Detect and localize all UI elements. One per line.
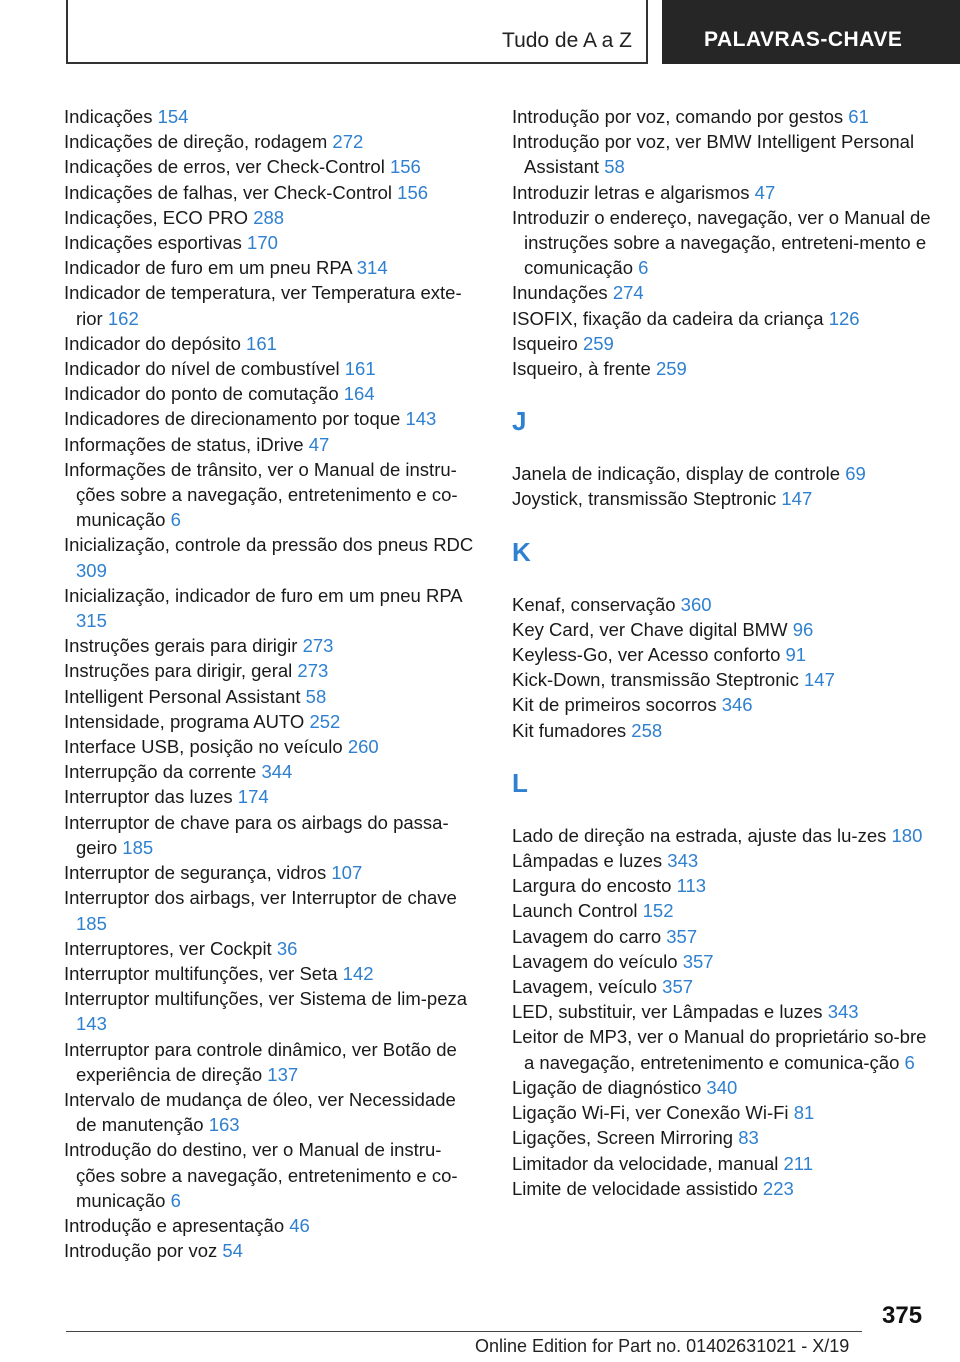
index-entry-page-link[interactable]: 346 [721, 694, 753, 716]
index-entry-page-link[interactable]: 61 [848, 106, 869, 127]
index-entry-page-link[interactable]: 343 [667, 850, 699, 872]
index-entry [64, 457, 476, 533]
index-entry-text: Indicações, ECO PRO [64, 206, 249, 228]
index-entry [64, 885, 476, 935]
index-entry [512, 974, 932, 999]
index-entry-text: Intensidade, programa AUTO [64, 710, 305, 732]
index-entry-page-link[interactable]: 161 [246, 332, 277, 354]
index-entry-page-link[interactable]: 162 [107, 307, 139, 329]
index-entry [512, 486, 932, 511]
index-entry-text: Limite de velocidade assistido [512, 1177, 758, 1199]
index-entry-text: Informações de trânsito, ver o Manual de instru-ções sobre a navegação, entretenimento e co-municação [64, 458, 458, 531]
index-entry-text: LED, substituir, ver Lâmpadas e luzes [512, 1001, 823, 1023]
index-entry-text: Kick-Down, transmissão Steptronic [512, 669, 799, 691]
index-entry [64, 129, 476, 154]
index-entry [64, 936, 476, 961]
index-entry [512, 1125, 932, 1150]
index-entry [64, 633, 476, 658]
index-entry-text: Indicador de furo em um pneu RPA [64, 257, 352, 279]
footer-rule [66, 1331, 862, 1332]
index-entry-text: Indicações de direção, rodagem [64, 131, 328, 153]
index-entry-text: Indicações de falhas, ver Check-Control [64, 181, 393, 203]
index-letter-l: L [512, 767, 528, 798]
index-entry-page-link[interactable]: 147 [804, 669, 835, 691]
index-group-k [512, 592, 932, 743]
index-entry [64, 810, 476, 860]
index-entry [512, 924, 932, 949]
index-entry-page-link[interactable]: 83 [738, 1127, 759, 1149]
index-entry-page-link[interactable]: 357 [666, 925, 698, 947]
index-entry-text: Leitor de MP3, ver o Manual do proprietário so-bre a navegação, entretenimento e comunica-ção [512, 1026, 927, 1073]
header-section-box [66, 0, 648, 64]
index-entry [64, 154, 476, 179]
index-entry-page-link[interactable]: 260 [347, 736, 379, 758]
index-entry-page-link[interactable]: 69 [845, 463, 866, 485]
index-entry-page-link[interactable]: 156 [397, 181, 429, 203]
index-entry-page-link[interactable]: 107 [331, 862, 363, 884]
index-entry [512, 129, 932, 179]
index-entry [64, 180, 476, 205]
index-entry-text: Lavagem do veículo [512, 950, 678, 972]
index-entry-page-link[interactable]: 46 [289, 1214, 310, 1236]
index-entry [512, 104, 932, 129]
index-entry-page-link[interactable]: 357 [682, 950, 714, 972]
index-column-right [512, 104, 932, 1201]
index-entry-page-link[interactable]: 161 [344, 358, 376, 380]
index-entry-text: Janela de indicação, display de controle [512, 463, 841, 485]
index-entry-page-link[interactable]: 142 [342, 962, 374, 984]
index-entry [512, 999, 932, 1024]
index-entry-text: Keyless-Go, ver Acesso conforto [512, 644, 781, 666]
index-entry-text: Kit fumadores [512, 719, 627, 741]
index-entry-page-link[interactable]: 6 [638, 257, 649, 279]
index-entry-text: Introdução por voz, comando por gestos [512, 106, 844, 127]
header-chapter-tab [662, 0, 960, 64]
index-entry-page-link[interactable]: 6 [170, 1189, 181, 1211]
index-entry-text: Introduzir o endereço, navegação, ver o Manual de instruções sobre a navegação, entreteni-mento e comunicação [512, 206, 931, 279]
index-entry-text: Ligações, Screen Mirroring [512, 1127, 734, 1149]
index-entry-text: Instruções para dirigir, geral [64, 660, 293, 682]
index-entry-text: Indicador do ponto de comutação [64, 383, 339, 405]
index-entry-page-link[interactable]: 156 [389, 156, 421, 178]
index-entry [64, 280, 476, 330]
index-entry-text: Isqueiro, à frente [512, 358, 651, 380]
index-entry-page-link[interactable]: 96 [792, 618, 814, 640]
index-entry-page-link[interactable]: 258 [631, 719, 663, 741]
index-entry [512, 718, 932, 743]
index-entry-text: ISOFIX, fixação da cadeira da criança [512, 307, 824, 329]
index-entry [64, 759, 476, 784]
index-entry-page-link[interactable]: 58 [604, 156, 625, 178]
page-number: 375 [882, 1302, 923, 1329]
index-entry [64, 734, 476, 759]
index-entry [64, 331, 476, 356]
index-entry-text: Introdução e apresentação [64, 1214, 285, 1236]
index-entry-page-link[interactable]: 185 [122, 836, 154, 858]
index-entry [64, 1137, 476, 1213]
index-entry [512, 205, 932, 281]
index-entry-text: Interruptor multifunções, ver Seta [64, 962, 338, 984]
index-entry [512, 692, 932, 717]
index-entry [512, 848, 932, 873]
index-entry-text: Intervalo de mudança de óleo, ver Necessidade de manutenção [64, 1088, 456, 1136]
index-entry [64, 104, 476, 129]
index-entry-page-link[interactable]: 174 [237, 786, 269, 808]
index-entry [64, 532, 476, 582]
index-entry [64, 961, 476, 986]
index-entry-text: Introdução por voz [64, 1240, 218, 1262]
index-entry-page-link[interactable]: 126 [828, 307, 860, 329]
index-entry-text: Indicações de erros, ver Check-Control [64, 156, 385, 178]
index-entry-page-link[interactable]: 211 [783, 1152, 813, 1174]
index-entry [64, 709, 476, 734]
index-entry [64, 1037, 476, 1087]
index-group-l [512, 823, 932, 1201]
index-entry-text: Interruptor de chave para os airbags do passa-geiro [64, 811, 449, 858]
index-entry-page-link[interactable]: 344 [261, 761, 293, 783]
index-entry-text: Indicador do nível de combustível [64, 358, 340, 380]
index-entry-page-link[interactable]: 259 [582, 332, 614, 354]
index-entry-text: Ligação de diagnóstico [512, 1076, 702, 1098]
index-entry [512, 1100, 932, 1125]
index-letter-j: J [512, 406, 527, 437]
index-entry-text: Key Card, ver Chave digital BMW [512, 618, 788, 640]
index-entry [512, 592, 932, 617]
index-entry-text: Kenaf, conservação [512, 593, 676, 615]
index-entry-page-link[interactable]: 273 [302, 635, 334, 657]
index-entry-text: Instruções gerais para dirigir [64, 635, 298, 657]
index-entry-page-link[interactable]: 357 [662, 976, 694, 998]
footer-edition-text: Online Edition for Part no. 01402631021 - X/19 [475, 1336, 850, 1356]
index-entry-text: Interruptor dos airbags, ver Interruptor de chave [64, 887, 457, 909]
index-group-i [512, 104, 932, 381]
index-entry [64, 406, 476, 431]
index-entry-text: Interruptor das luzes [64, 786, 233, 808]
index-entry [512, 898, 932, 923]
index-entry-text: Interruptores, ver Cockpit [64, 937, 272, 959]
index-group-j [512, 461, 932, 511]
index-entry [64, 1213, 476, 1238]
index-entry-page-link[interactable]: 309 [76, 559, 107, 581]
index-entry-text: Launch Control [512, 900, 638, 922]
index-entry [64, 356, 476, 381]
index-entry-page-link[interactable]: 259 [655, 358, 687, 380]
index-entry-page-link[interactable]: 47 [754, 181, 776, 203]
index-entry-page-link[interactable]: 180 [891, 824, 923, 846]
index-entry [512, 617, 932, 642]
index-entry-page-link[interactable]: 137 [267, 1063, 299, 1085]
index-entry-text: Indicador de temperatura, ver Temperatura exte-rior [64, 282, 462, 329]
index-entry-page-link[interactable]: 6 [904, 1051, 915, 1073]
index-entry-page-link[interactable]: 36 [276, 937, 298, 959]
index-letter-k: K [512, 536, 531, 567]
index-entry [64, 1087, 476, 1137]
index-entry-text: Interruptor multifunções, ver Sistema de lim-peza [64, 988, 468, 1010]
index-entry-page-link[interactable]: 274 [612, 282, 644, 304]
index-entry-text: Lado de direção na estrada, ajuste das lu-zes [512, 824, 887, 846]
index-entry [512, 1075, 932, 1100]
index-entry-page-link[interactable]: 315 [76, 610, 107, 632]
index-entry [512, 949, 932, 974]
index-entry [64, 205, 476, 230]
index-entry [512, 356, 932, 381]
index-entry-text: Lâmpadas e luzes [512, 850, 663, 872]
index-entry-page-link[interactable]: 6 [170, 509, 181, 531]
index-entry [64, 432, 476, 457]
index-entry-page-link[interactable]: 164 [343, 383, 375, 405]
index-entry-page-link[interactable]: 81 [793, 1102, 815, 1124]
index-entry-text: Indicadores de direcionamento por toque [64, 408, 401, 430]
chapter-title: PALAVRAS-CHAVE [704, 28, 903, 51]
index-entry [512, 642, 932, 667]
index-entry-text: Informações de status, iDrive [64, 433, 304, 455]
index-entry-text: Lavagem do carro [512, 925, 662, 947]
index-entry-page-link[interactable]: 288 [253, 206, 285, 228]
index-entry-text: Interface USB, posição no veículo [64, 736, 343, 758]
index-entry-text: Introdução por voz, ver BMW Intelligent Personal Assistant [512, 131, 915, 178]
index-entry-page-link[interactable]: 154 [157, 106, 189, 127]
index-entry [64, 860, 476, 885]
index-entry [64, 684, 476, 709]
index-entry-text: Isqueiro [512, 332, 578, 354]
index-entry-page-link[interactable]: 343 [827, 1001, 859, 1023]
index-entry [64, 1238, 476, 1263]
index-entry-page-link[interactable]: 340 [706, 1076, 738, 1098]
index-entry-text: Indicações [64, 106, 153, 127]
index-column-left [64, 104, 476, 1263]
index-entry [64, 381, 476, 406]
index-entry [512, 667, 932, 692]
index-entry-text: Interrupção da corrente [64, 761, 257, 783]
index-entry-page-link[interactable]: 223 [762, 1177, 794, 1199]
index-entry [512, 1024, 932, 1074]
index-entry-page-link[interactable]: 143 [76, 1013, 107, 1035]
index-entry-text: Interruptor de segurança, vidros [64, 862, 327, 884]
index-entry-text: Largura do encosto [512, 875, 672, 897]
index-entry-page-link[interactable]: 170 [247, 232, 278, 254]
index-entry-text: Ligação Wi-Fi, ver Conexão Wi-Fi [512, 1102, 789, 1124]
index-entry-text: Inicialização, indicador de furo em um pneu RPA [64, 584, 462, 606]
index-entry-page-link[interactable]: 152 [642, 900, 674, 922]
index-entry [64, 986, 476, 1036]
index-entry-page-link[interactable]: 54 [222, 1240, 243, 1262]
index-entry-text: Limitador da velocidade, manual [512, 1152, 779, 1174]
index-entry-page-link[interactable]: 273 [297, 660, 329, 682]
index-entry-text: Joystick, transmissão Steptronic [512, 488, 777, 510]
index-entry-text: Intelligent Personal Assistant [64, 685, 301, 707]
index-entry-text: Lavagem, veículo [512, 976, 658, 998]
index-entry [64, 583, 476, 633]
index-entry-page-link[interactable]: 113 [676, 875, 707, 897]
index-entry-page-link[interactable]: 272 [332, 131, 364, 153]
index-entry [512, 280, 932, 305]
index-entry-page-link[interactable]: 252 [309, 710, 341, 732]
index-entry-text: Introdução do destino, ver o Manual de instru-ções sobre a navegação, entretenimento e co-municação [64, 1139, 458, 1211]
index-entry-page-link[interactable]: 163 [208, 1114, 240, 1136]
index-entry [512, 331, 932, 356]
section-title: Tudo de A a Z [502, 29, 632, 52]
index-entry [512, 461, 932, 486]
index-entry-text: Indicações esportivas [64, 232, 242, 254]
index-entry-text: Inundações [512, 282, 608, 304]
index-entry-text: Kit de primeiros socorros [512, 694, 717, 716]
index-entry-page-link[interactable]: 91 [785, 644, 807, 666]
index-entry [512, 1151, 932, 1176]
index-entry [512, 1176, 932, 1201]
index-entry [512, 180, 932, 205]
index-entry [512, 823, 932, 848]
index-entry-page-link[interactable]: 143 [405, 408, 437, 430]
index-entry-page-link[interactable]: 314 [356, 257, 388, 279]
index-entry-text: Interruptor para controle dinâmico, ver Botão de experiência de direção [64, 1038, 457, 1085]
index-entry-page-link[interactable]: 147 [781, 488, 813, 510]
index-entry [64, 784, 476, 809]
index-entry-page-link[interactable]: 47 [308, 433, 330, 455]
index-entry-text: Indicador do depósito [64, 332, 241, 354]
index-entry [512, 306, 932, 331]
index-entry-text: Introduzir letras e algarismos [512, 181, 750, 203]
index-entry [64, 255, 476, 280]
index-entry [64, 658, 476, 683]
index-entry-page-link[interactable]: 360 [680, 593, 712, 615]
index-entry [64, 230, 476, 255]
index-entry [512, 873, 932, 898]
index-entry-page-link[interactable]: 185 [76, 912, 107, 934]
index-entry-page-link[interactable]: 58 [305, 685, 327, 707]
index-entry-text: Inicialização, controle da pressão dos pneus RDC [64, 534, 474, 556]
